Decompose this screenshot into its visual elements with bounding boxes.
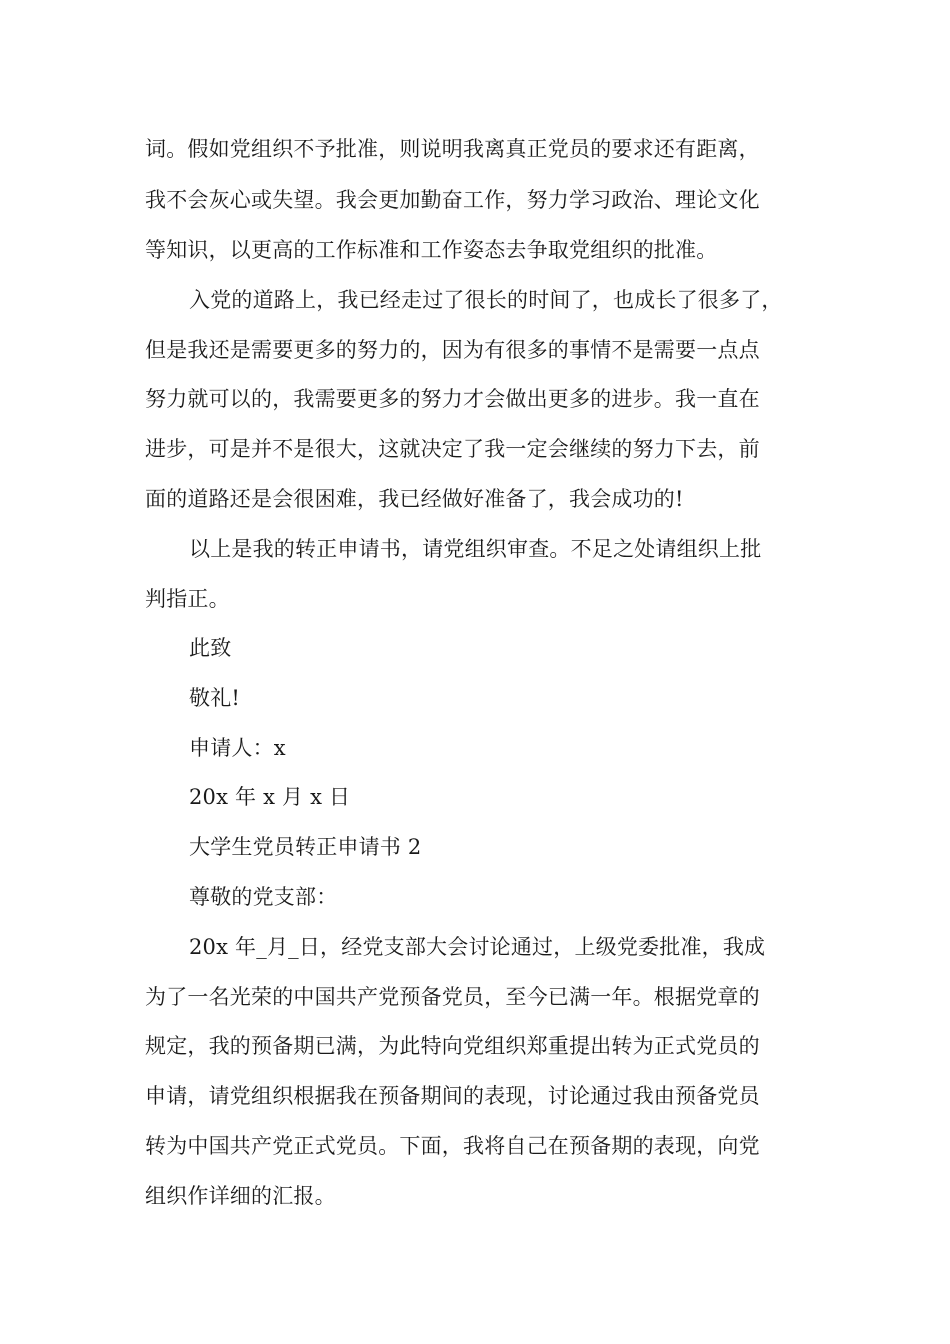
- text-line: 为了一名光荣的中国共产党预备党员，至今已满一年。根据党章的: [145, 985, 760, 1009]
- letter-greeting: 尊敬的党支部：: [189, 885, 338, 909]
- applicant-name: 申请人：x: [189, 736, 286, 760]
- closing-respect: 敬礼!: [189, 686, 241, 710]
- closing-salutation: 此致: [189, 636, 232, 660]
- text-line: 面的道路还是会很困难，我已经做好准备了，我会成功的!: [145, 487, 684, 511]
- text-line: 但是我还是需要更多的努力的，因为有很多的事情不是需要一点点: [145, 338, 760, 362]
- text-line: 转为中国共产党正式党员。下面，我将自己在预备期的表现，向党: [145, 1134, 760, 1158]
- text-line: 进步，可是并不是很大，这就决定了我一定会继续的努力下去，前: [145, 437, 760, 461]
- text-line: 等知识，以更高的工作标准和工作姿态去争取党组织的批准。: [145, 238, 718, 262]
- text-line: 判指正。: [145, 587, 230, 611]
- section-title: 大学生党员转正申请书 2: [189, 835, 422, 859]
- text-line: 申请，请党组织根据我在预备期间的表现，讨论通过我由预备党员: [145, 1084, 760, 1108]
- text-line: 努力就可以的，我需要更多的努力才会做出更多的进步。我一直在: [145, 387, 760, 411]
- signature-date: 20x 年 x 月 x 日: [189, 785, 351, 809]
- paragraph-start: 20x 年_月_日，经党支部大会讨论通过，上级党委批准，我成: [189, 935, 766, 959]
- paragraph-start: 以上是我的转正申请书，请党组织审查。不足之处请组织上批: [189, 537, 762, 561]
- paragraph-start: 入党的道路上，我已经走过了很长的时间了，也成长了很多了，: [189, 288, 783, 312]
- text-line: 词。假如党组织不予批准，则说明我离真正党员的要求还有距离，: [145, 137, 760, 161]
- text-line: 组织作详细的汇报。: [145, 1184, 336, 1208]
- text-line: 规定，我的预备期已满，为此特向党组织郑重提出转为正式党员的: [145, 1034, 760, 1058]
- text-line: 我不会灰心或失望。我会更加勤奋工作，努力学习政治、理论文化: [145, 188, 760, 212]
